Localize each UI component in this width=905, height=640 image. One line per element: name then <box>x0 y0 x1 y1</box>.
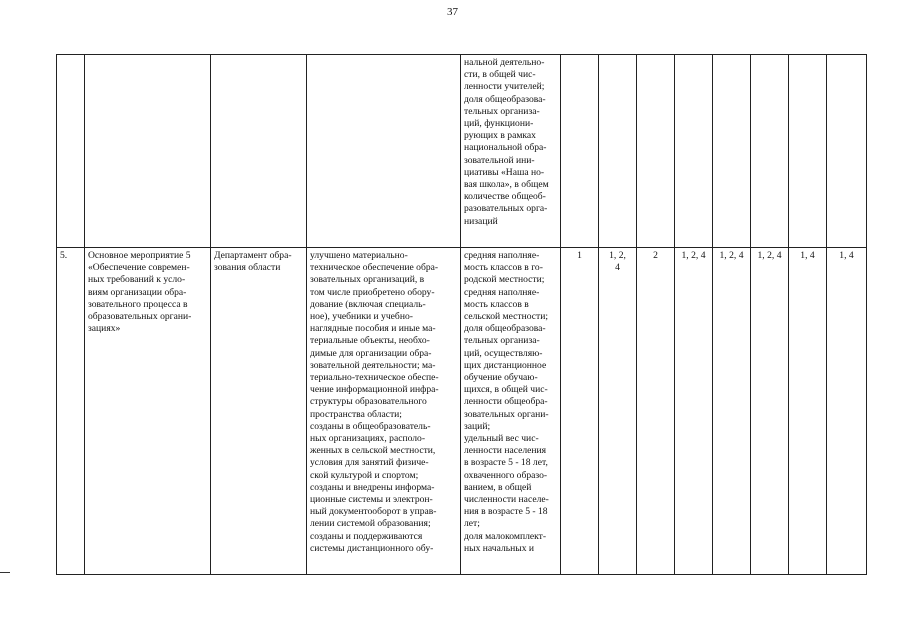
margin-mark <box>0 572 10 573</box>
cell-value <box>675 55 713 248</box>
cell-number: 5. <box>57 248 85 575</box>
cell-executor <box>211 55 307 248</box>
cell-value: 1, 2, 4 <box>599 248 637 575</box>
table-row-5 <box>57 248 867 575</box>
table-row-continuation <box>57 55 867 248</box>
cell-value: 1, 2, 4 <box>675 248 713 575</box>
cell-value: 2 <box>637 248 675 575</box>
page-number: 37 <box>447 6 458 18</box>
cell-activity: Основное мероприятие 5 «Обеспечение современ- ных требований к усло- виям организации обра- зовательного процесса в образовательных органи- зациях» <box>85 248 211 575</box>
cell-indicators: средняя наполняе- мость классов в го- родской местности; средняя наполняе- мость классов в сельской местности; доля общеобразова- тельных организа- ций, осуществляю- щих дистанционное обучение обучаю- щихся, в общей чис- ленности общеобра- зовательных органи- заций; удельный вес чис- ленности населения в возрасте 5 - 18 лет, охваченного образо- ванием, в общей численности населе- ния в возрасте 5 - 18 лет; доля малокомплект- ных начальных и <box>461 248 561 575</box>
cell-value <box>827 55 867 248</box>
cell-value <box>713 55 751 248</box>
cell-activity <box>85 55 211 248</box>
cell-indicators: нальной деятельно- сти, в общей чис- ленности учителей; доля общеобразова- тельных организа- ций, функциони- рующих в рамках национальной обра- зовательной ини- циативы «Наша но- вая школа», в общем количестве общеоб- разовательных орга- низаций <box>461 55 561 248</box>
cell-value: 1 <box>561 248 599 575</box>
cell-value <box>751 55 789 248</box>
cell-value <box>637 55 675 248</box>
cell-value: 1, 2, 4 <box>751 248 789 575</box>
cell-result <box>307 55 461 248</box>
cell-executor: Департамент обра- зования области <box>211 248 307 575</box>
cell-value <box>789 55 827 248</box>
program-table <box>56 54 867 575</box>
cell-number <box>57 55 85 248</box>
cell-result: улучшено материально- техническое обеспечение обра- зовательных организаций, в том числе приобретено обору- дование (включая специаль- ное), учебники и учебно- наглядные пособия и иные ма- териальные объекты, необхо- димые для организации обра- зовательной деятельности; ма- териально-техническое обеспе- чение информационной инфра- структуры образовательного пространства области; созданы в общеобразователь- ных организациях, располо- женных в сельской местности, условия для занятий физиче- ской культурой и спортом; созданы и внедрены информа- ционные системы и электрон- ный документооборот в управ- лении системой образования; созданы и поддерживаются системы дистанционного обу- <box>307 248 461 575</box>
cell-value: 1, 4 <box>789 248 827 575</box>
cell-value <box>599 55 637 248</box>
cell-value <box>561 55 599 248</box>
cell-value: 1, 4 <box>827 248 867 575</box>
cell-value: 1, 2, 4 <box>713 248 751 575</box>
